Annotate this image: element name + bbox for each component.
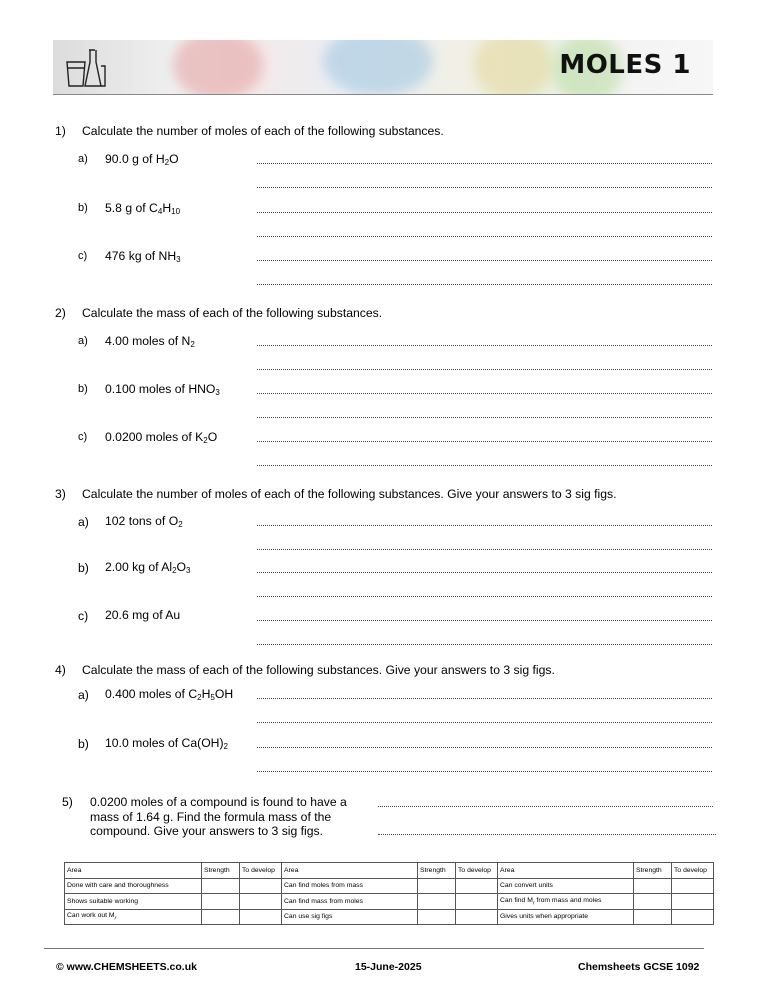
question-prompt: Calculate the number of moles of each of the following substances.: [82, 124, 444, 138]
item-text: 2.00 kg of Al2O3: [105, 560, 191, 575]
area-cell: Can find $M_r$ from mass and moles: [498, 894, 634, 910]
answer-line[interactable]: [257, 417, 712, 418]
question-number: 2): [55, 306, 66, 320]
answer-line[interactable]: [257, 620, 712, 621]
answer-line[interactable]: [378, 834, 716, 835]
item-letter: b): [78, 202, 88, 214]
question-prompt: Calculate the number of moles of each of the following substances. Give your answers to 3 sig figs.: [82, 487, 617, 501]
item-letter: b): [78, 561, 89, 575]
item-text: 0.0200 moles of K2O: [105, 430, 218, 445]
item-text: 20.6 mg of Au: [105, 608, 181, 622]
strength-checkbox[interactable]: [634, 894, 672, 910]
item-letter: b): [78, 383, 88, 395]
area-cell: Shows suitable working: [65, 894, 202, 910]
footer-date: 15-June-2025: [355, 961, 422, 973]
question-number: 5): [62, 795, 73, 809]
item-letter: a): [78, 153, 88, 165]
item-letter: c): [78, 431, 88, 443]
strength-checkbox[interactable]: [202, 878, 240, 894]
answer-line[interactable]: [257, 596, 712, 597]
answer-line[interactable]: [257, 549, 712, 550]
question-prompt: 0.0200 moles of a compound is found to have a mass of 1.64 g. Find the formula mass of the compound. Give your answers to 3 sig figs.: [90, 795, 347, 838]
area-cell: Can find mass from moles: [282, 894, 418, 910]
answer-line[interactable]: [257, 284, 712, 285]
question-number: 1): [55, 124, 66, 138]
page-title: MOLES 1: [559, 50, 691, 80]
answer-line[interactable]: [257, 187, 712, 188]
develop-checkbox[interactable]: [240, 894, 282, 910]
answer-line[interactable]: [257, 260, 712, 261]
answer-line[interactable]: [257, 465, 712, 466]
answer-line[interactable]: [257, 163, 712, 164]
answer-line[interactable]: [257, 644, 712, 645]
item-text: 476 kg of NH3: [105, 249, 181, 264]
strength-checkbox[interactable]: [634, 878, 672, 894]
item-letter: c): [78, 250, 88, 262]
item-text: 0.400 moles of C2H5OH: [105, 687, 234, 702]
answer-line[interactable]: [257, 393, 712, 394]
item-text: 10.0 moles of Ca(OH)2: [105, 736, 228, 751]
column-header: Area: [498, 863, 634, 879]
column-header: Area: [65, 863, 202, 879]
develop-checkbox[interactable]: [456, 878, 498, 894]
item-text: 5.8 g of C4H10: [105, 201, 181, 216]
answer-line[interactable]: [257, 771, 712, 772]
area-cell: Can convert units: [498, 878, 634, 894]
answer-line[interactable]: [378, 806, 713, 807]
question-prompt: Calculate the mass of each of the following substances.: [82, 306, 383, 320]
column-header: Strength: [634, 863, 672, 879]
item-letter: c): [78, 609, 89, 623]
develop-checkbox[interactable]: [672, 878, 714, 894]
item-text: 0.100 moles of HNO3: [105, 382, 220, 397]
column-header: To develop: [672, 863, 714, 879]
column-header: Strength: [202, 863, 240, 879]
answer-line[interactable]: [257, 525, 712, 526]
develop-checkbox[interactable]: [672, 909, 714, 925]
column-header: To develop: [456, 863, 498, 879]
strength-checkbox[interactable]: [418, 878, 456, 894]
strength-checkbox[interactable]: [202, 894, 240, 910]
answer-line[interactable]: [257, 698, 712, 699]
develop-checkbox[interactable]: [240, 878, 282, 894]
answer-line[interactable]: [257, 236, 712, 237]
area-cell: Gives units when appropriate: [498, 909, 634, 925]
footer-sheet-code: Chemsheets GCSE 1092: [578, 961, 700, 973]
answer-line[interactable]: [257, 212, 712, 213]
table-row: [65, 878, 714, 894]
footer-divider: [44, 948, 704, 949]
answer-line[interactable]: [257, 722, 712, 723]
develop-checkbox[interactable]: [672, 894, 714, 910]
area-cell: Can work out $M_r$: [65, 909, 202, 925]
assessment-table: [64, 862, 714, 925]
lab-glassware-icon: [63, 46, 107, 90]
table-row: [65, 894, 714, 910]
area-cell: Done with care and thoroughness: [65, 878, 202, 894]
table-header-row: [65, 863, 714, 879]
answer-line[interactable]: [257, 345, 712, 346]
header-banner: [53, 40, 713, 95]
answer-line[interactable]: [257, 747, 712, 748]
strength-checkbox[interactable]: [634, 909, 672, 925]
item-text: 90.0 g of H2O: [105, 152, 179, 167]
develop-checkbox[interactable]: [456, 894, 498, 910]
question-number: 4): [55, 663, 66, 677]
answer-line[interactable]: [257, 441, 712, 442]
item-text: 102 tons of O2: [105, 514, 183, 529]
item-letter: a): [78, 688, 89, 702]
item-letter: b): [78, 737, 89, 751]
column-header: Strength: [418, 863, 456, 879]
column-header: To develop: [240, 863, 282, 879]
develop-checkbox[interactable]: [240, 909, 282, 925]
area-cell: Can find moles from mass: [282, 878, 418, 894]
strength-checkbox[interactable]: [418, 909, 456, 925]
develop-checkbox[interactable]: [456, 909, 498, 925]
question-number: 3): [55, 487, 66, 501]
question-prompt: Calculate the mass of each of the following substances. Give your answers to 3 sig figs.: [82, 663, 555, 677]
answer-line[interactable]: [257, 572, 712, 573]
table-row: [65, 909, 714, 925]
footer-copyright[interactable]: © www.CHEMSHEETS.co.uk: [56, 961, 197, 973]
strength-checkbox[interactable]: [202, 909, 240, 925]
answer-line[interactable]: [257, 369, 712, 370]
item-text: 4.00 moles of N2: [105, 334, 195, 349]
column-header: Area: [282, 863, 418, 879]
item-letter: a): [78, 335, 88, 347]
item-letter: a): [78, 515, 89, 529]
strength-checkbox[interactable]: [418, 894, 456, 910]
area-cell: Can use sig figs: [282, 909, 418, 925]
